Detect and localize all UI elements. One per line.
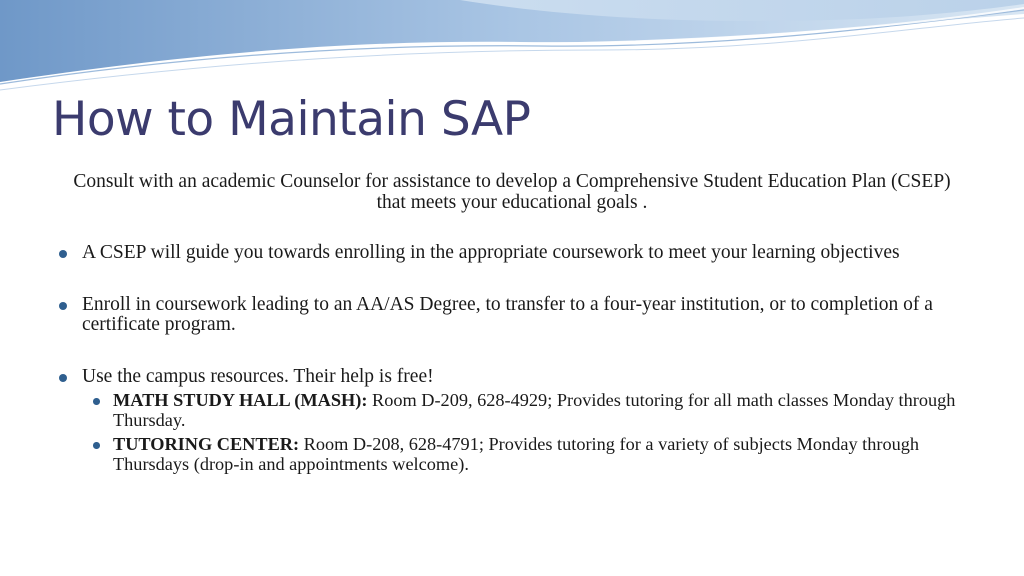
- list-item: [58, 295, 978, 336]
- bullet-text: Use the campus resources. Their help is free!: [82, 365, 434, 387]
- resource-item-tutoring-center: [90, 435, 978, 474]
- bullet-list: [58, 243, 978, 474]
- bullet-icon: [59, 302, 67, 310]
- bullet-text: Enroll in coursework leading to an AA/AS Degree, to transfer to a four-year institution, or to completion of a certificate program.: [82, 293, 933, 335]
- resource-name: TUTORING CENTER:: [113, 434, 300, 454]
- bullet-icon: [59, 250, 67, 258]
- list-item: [58, 367, 978, 475]
- resource-item-mash: [90, 391, 978, 430]
- page-title: How to Maintain SAP: [52, 92, 531, 147]
- bullet-icon: [59, 374, 67, 382]
- resource-detail: Room D-208, 628-4791; Provides tutoring for a variety of subjects Monday through Thursdays (drop-in and appointments welcome).: [113, 434, 920, 474]
- resource-list: [82, 391, 978, 474]
- list-item: [58, 243, 978, 264]
- intro-paragraph: Consult with an academic Counselor for assistance to develop a Comprehensive Student Education Plan (CSEP) that meets your educational goals .: [73, 171, 951, 213]
- resource-name: MATH STUDY HALL (MASH):: [113, 390, 368, 410]
- bullet-text: A CSEP will guide you towards enrolling in the appropriate coursework to meet your learning objectives: [82, 242, 900, 263]
- bullet-icon: [93, 398, 100, 405]
- bullet-icon: [93, 442, 100, 449]
- resource-detail: Room D-209, 628-4929; Provides tutoring for all math classes Monday through Thursday.: [113, 390, 956, 430]
